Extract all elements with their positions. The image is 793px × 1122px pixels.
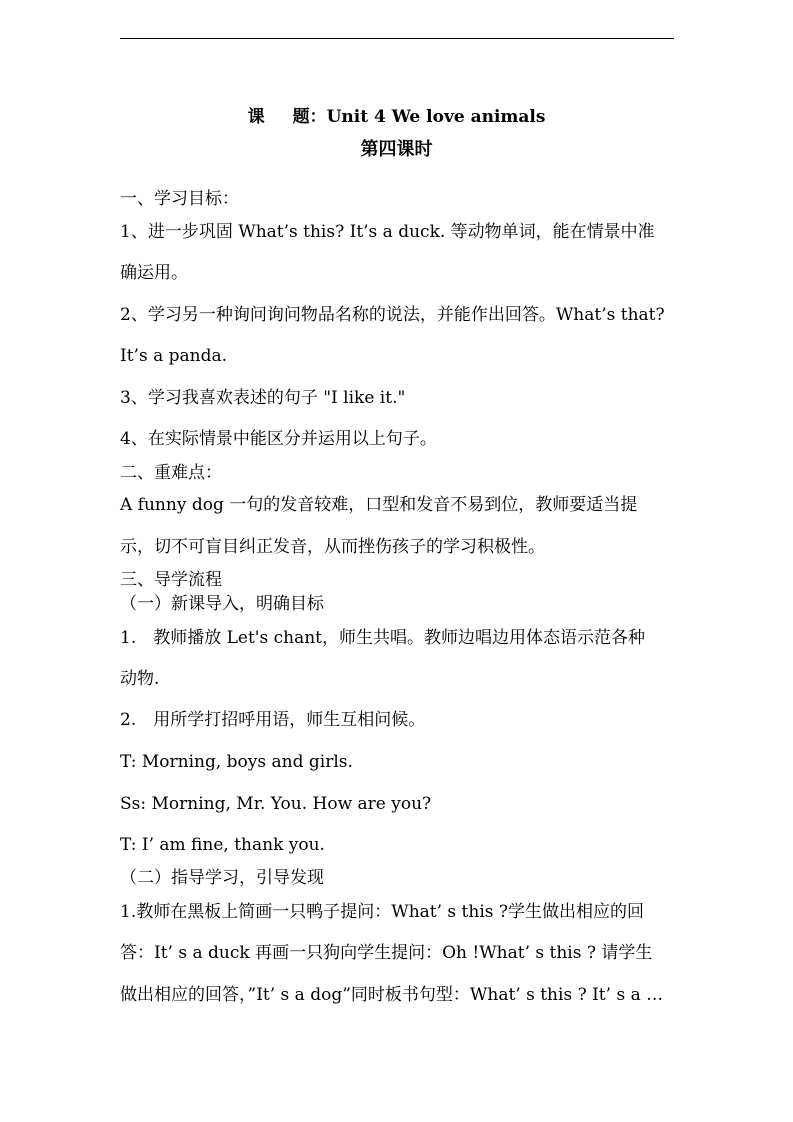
goal-line: 确运用。 <box>120 263 188 283</box>
title-unit: Unit 4 We love animals <box>326 107 546 127</box>
part1-line: 1. 教师播放 Let's chant，师生共唱。教师边唱边用体态语示范各种 <box>120 628 645 648</box>
goal-line: 1、进一步巩固 What’s this? It’s a duck. 等动物单词，能在情景中准 <box>120 222 655 242</box>
goal-line: 2、学习另一种询问询问物品名称的说法，并能作出回答。What’s that? <box>120 305 665 325</box>
part1-heading: （一）新课导入，明确目标 <box>120 594 324 614</box>
key-points-heading: 二、重难点： <box>120 463 222 483</box>
part2-line: 做出相应的回答，”It’ s a dog”同时板书句型：What’ s this ? It’ s a … <box>120 985 664 1005</box>
part1-line: 动物. <box>120 669 160 689</box>
dialogue-line: T: Morning, boys and girls. <box>120 752 353 772</box>
goal-line: It’s a panda. <box>120 346 228 366</box>
part2-line: 1.教师在黑板上简画一只鸭子提问：What’ s this ?学生做出相应的回 <box>120 902 645 922</box>
flow-heading: 三、导学流程 <box>120 570 222 590</box>
title-label-2: 题： <box>292 107 327 127</box>
goal-line: 4、在实际情景中能区分并运用以上句子。 <box>120 429 437 449</box>
goal-line: 3、学习我喜欢表述的句子 "I like it." <box>120 388 406 408</box>
dialogue-line: T: I’ am fine, thank you. <box>120 835 325 855</box>
lesson-subtitle: 第四课时 <box>360 139 433 160</box>
part2-heading: （二）指导学习，引导发现 <box>120 868 324 888</box>
part1-line: 2. 用所学打招呼用语，师生互相问候。 <box>120 710 426 730</box>
key-point-line: A funny dog 一句的发音较难，口型和发音不易到位，教师要适当提 <box>120 495 638 515</box>
dialogue-line: Ss: Morning, Mr. You. How are you? <box>120 794 432 814</box>
part2-line: 答：It’ s a duck 再画一只狗向学生提问：Oh !What’ s this ? 请学生 <box>120 943 653 963</box>
header-rule <box>120 38 674 39</box>
title-label-1: 课 <box>247 107 265 127</box>
goals-heading: 一、学习目标： <box>120 189 239 209</box>
lesson-title <box>0 106 793 128</box>
key-point-line: 示，切不可盲目纠正发音，从而挫伤孩子的学习积极性。 <box>120 537 545 557</box>
